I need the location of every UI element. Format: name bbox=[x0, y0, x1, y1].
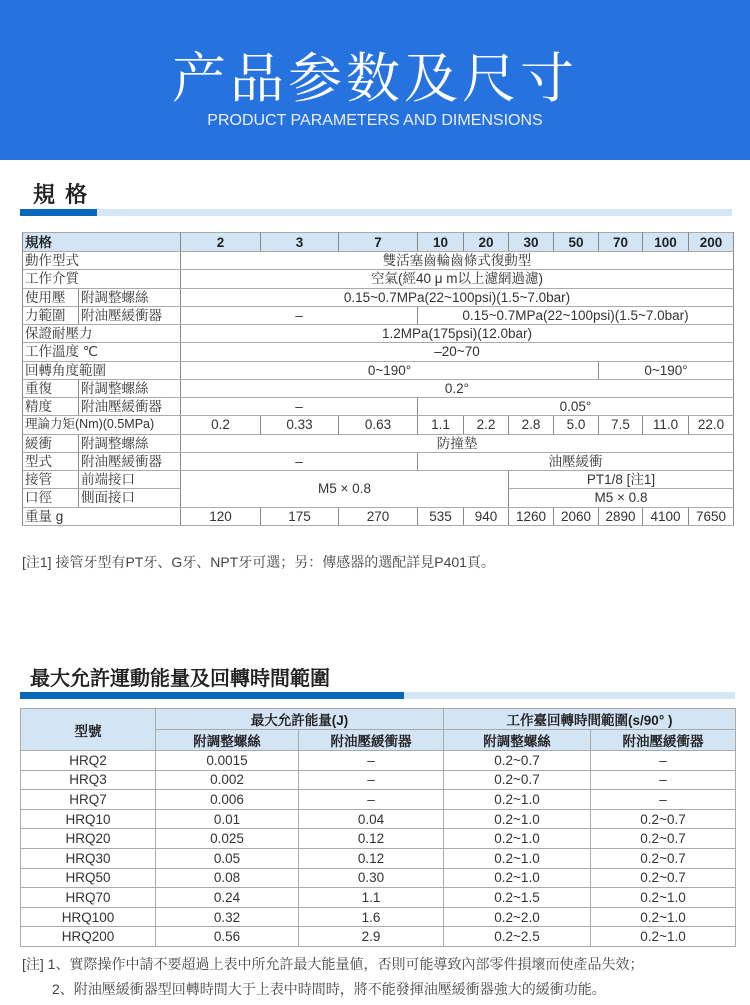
cell: 0.2~1.0 bbox=[444, 809, 591, 829]
table-row bbox=[21, 770, 736, 790]
cell: HRQ10 bbox=[21, 809, 156, 829]
row-label: 使用壓 bbox=[23, 288, 79, 306]
cell: – bbox=[181, 398, 418, 416]
cell: 0.2~1.0 bbox=[444, 790, 591, 810]
cell: 0~190° bbox=[599, 361, 734, 379]
row-label: 理論力矩(Nm)(0.5MPa) bbox=[23, 416, 181, 434]
cell: 0.32 bbox=[156, 907, 299, 927]
cell: 防撞墊 bbox=[181, 434, 734, 452]
cell: 0.12 bbox=[299, 848, 444, 868]
cell: 940 bbox=[464, 507, 509, 525]
cell: 2.2 bbox=[464, 416, 509, 434]
cell: 1.6 bbox=[299, 907, 444, 927]
row-sublabel: 附調整螺絲 bbox=[79, 379, 181, 397]
table-row bbox=[23, 452, 734, 470]
header-cell: 附油壓緩衝器 bbox=[591, 730, 736, 751]
cell: 0.05° bbox=[418, 398, 734, 416]
cell: 11.0 bbox=[643, 416, 689, 434]
table-row bbox=[23, 507, 734, 525]
cell: 2890 bbox=[599, 507, 643, 525]
cell: 270 bbox=[339, 507, 418, 525]
cell: 2.8 bbox=[509, 416, 554, 434]
cell: 0.12 bbox=[299, 829, 444, 849]
table-row bbox=[23, 379, 734, 397]
row-label: 工作溫度 ℃ bbox=[23, 343, 181, 361]
cell: HRQ70 bbox=[21, 888, 156, 908]
table-row bbox=[23, 361, 734, 379]
table-row bbox=[23, 343, 734, 361]
cell: 0.2 bbox=[181, 416, 261, 434]
cell: 0.2~1.0 bbox=[444, 868, 591, 888]
row-label: 工作介質 bbox=[23, 270, 181, 288]
cell: 0.15~0.7MPa(22~100psi)(1.5~7.0bar) bbox=[181, 288, 734, 306]
cell: 0.15~0.7MPa(22~100psi)(1.5~7.0bar) bbox=[418, 306, 734, 324]
cell: – bbox=[591, 770, 736, 790]
cell: 0.002 bbox=[156, 770, 299, 790]
cell: 0~190° bbox=[181, 361, 599, 379]
row-sublabel: 附油壓緩衝器 bbox=[79, 306, 181, 324]
table-row bbox=[23, 471, 734, 489]
cell: 0.2~0.7 bbox=[591, 829, 736, 849]
table-row bbox=[21, 907, 736, 927]
cell: – bbox=[299, 790, 444, 810]
cell: 0.2~0.7 bbox=[444, 770, 591, 790]
cell: PT1/8 [注1] bbox=[509, 471, 734, 489]
header-cell: 30 bbox=[509, 233, 554, 252]
cell: HRQ200 bbox=[21, 927, 156, 947]
cell: HRQ7 bbox=[21, 790, 156, 810]
cell: 535 bbox=[418, 507, 464, 525]
table-header-row bbox=[23, 233, 734, 252]
table-row bbox=[23, 398, 734, 416]
header-cell: 100 bbox=[643, 233, 689, 252]
header-cell: 型號 bbox=[21, 709, 156, 751]
cell: HRQ20 bbox=[21, 829, 156, 849]
cell: HRQ3 bbox=[21, 770, 156, 790]
cell: 0.05 bbox=[156, 848, 299, 868]
cell: – bbox=[181, 452, 418, 470]
energy-footnote-1: [注] 1、實際操作中請不要超過上表中所允許最大能量値，否則可能導致內部零件損壞而使產品失效； bbox=[22, 956, 644, 972]
cell: 1.1 bbox=[418, 416, 464, 434]
cell: 0.2~1.0 bbox=[591, 907, 736, 927]
cell: HRQ30 bbox=[21, 848, 156, 868]
table-row bbox=[21, 868, 736, 888]
cell: – bbox=[591, 751, 736, 771]
table-row bbox=[21, 888, 736, 908]
row-sublabel: 側面接口 bbox=[79, 489, 181, 507]
cell: M5 × 0.8 bbox=[181, 471, 509, 508]
cell: 雙活塞齒輪齒條式復動型 bbox=[181, 252, 734, 270]
cell: HRQ50 bbox=[21, 868, 156, 888]
header-cell: 20 bbox=[464, 233, 509, 252]
spec-section-divider bbox=[20, 209, 732, 216]
row-label: 緩衝 bbox=[23, 434, 79, 452]
cell: 0.2~1.0 bbox=[444, 848, 591, 868]
row-sublabel: 附調整螺絲 bbox=[79, 434, 181, 452]
page-subtitle: PRODUCT PARAMETERS AND DIMENSIONS bbox=[207, 112, 543, 129]
cell: 1.2MPa(175psi)(12.0bar) bbox=[181, 325, 734, 343]
energy-section-title: 最大允許運動能量及回轉時間範圍 bbox=[30, 668, 330, 690]
cell: 0.56 bbox=[156, 927, 299, 947]
cell: 0.2~2.5 bbox=[444, 927, 591, 947]
row-label: 重復 bbox=[23, 379, 79, 397]
table-row bbox=[21, 809, 736, 829]
table-row bbox=[23, 325, 734, 343]
header-cell: 3 bbox=[261, 233, 339, 252]
header-cell: 10 bbox=[418, 233, 464, 252]
header-cell: 最大允許能量(J) bbox=[156, 709, 444, 730]
cell: 0.2~0.7 bbox=[591, 848, 736, 868]
row-label: 口徑 bbox=[23, 489, 79, 507]
cell: 0.2~0.7 bbox=[591, 868, 736, 888]
table-row bbox=[23, 270, 734, 288]
cell: 0.2~1.0 bbox=[444, 829, 591, 849]
spec-section-title: 規 格 bbox=[33, 182, 90, 207]
cell: 0.01 bbox=[156, 809, 299, 829]
header-cell: 200 bbox=[689, 233, 734, 252]
header-cell: 附調整螺絲 bbox=[156, 730, 299, 751]
cell: 2.9 bbox=[299, 927, 444, 947]
table-row bbox=[21, 751, 736, 771]
cell: – bbox=[591, 790, 736, 810]
spec-footnote: [注1] 接管牙型有PT牙、G牙、NPT牙可選；另：傳感器的選配詳見P401頁。 bbox=[22, 554, 495, 570]
row-sublabel: 前端接口 bbox=[79, 471, 181, 489]
table-row bbox=[21, 848, 736, 868]
cell: 0.08 bbox=[156, 868, 299, 888]
cell: 0.2~2.0 bbox=[444, 907, 591, 927]
cell: 120 bbox=[181, 507, 261, 525]
row-label: 回轉角度範圍 bbox=[23, 361, 181, 379]
cell: 22.0 bbox=[689, 416, 734, 434]
cell: 0.2~0.7 bbox=[444, 751, 591, 771]
cell: 0.2~1.5 bbox=[444, 888, 591, 908]
table-row bbox=[23, 288, 734, 306]
cell: – bbox=[299, 751, 444, 771]
cell: 空氣(經40 μ m以上濾網過濾) bbox=[181, 270, 734, 288]
table-header-row bbox=[21, 709, 736, 730]
table-row bbox=[23, 252, 734, 270]
cell: –20~70 bbox=[181, 343, 734, 361]
row-sublabel: 附油壓緩衝器 bbox=[79, 398, 181, 416]
cell: 1260 bbox=[509, 507, 554, 525]
table-row bbox=[21, 790, 736, 810]
cell: 0.30 bbox=[299, 868, 444, 888]
cell: 175 bbox=[261, 507, 339, 525]
header-cell: 附調整螺絲 bbox=[444, 730, 591, 751]
header-cell: 規格 bbox=[23, 233, 181, 252]
cell: 0.04 bbox=[299, 809, 444, 829]
header-cell: 2 bbox=[181, 233, 261, 252]
energy-footnote-2: 2、附油壓緩衝器型回轉時間大于上表中時間時，將不能發揮油壓緩衝器強大的緩衝功能。 bbox=[52, 981, 606, 997]
header-cell: 70 bbox=[599, 233, 643, 252]
cell: 0.2~1.0 bbox=[591, 927, 736, 947]
table-row bbox=[23, 416, 734, 434]
header-banner bbox=[0, 0, 750, 160]
cell: 4100 bbox=[643, 507, 689, 525]
cell: 0.33 bbox=[261, 416, 339, 434]
header-cell: 工作臺回轉時間範圍(s/90° ) bbox=[444, 709, 736, 730]
row-label: 接管 bbox=[23, 471, 79, 489]
cell: 0.2° bbox=[181, 379, 734, 397]
table-row bbox=[23, 434, 734, 452]
header-cell: 50 bbox=[554, 233, 599, 252]
cell: – bbox=[181, 306, 418, 324]
row-sublabel: 附油壓緩衝器 bbox=[79, 452, 181, 470]
cell: 0.025 bbox=[156, 829, 299, 849]
cell: M5 × 0.8 bbox=[509, 489, 734, 507]
table-row bbox=[23, 306, 734, 324]
cell: 0.0015 bbox=[156, 751, 299, 771]
row-label: 精度 bbox=[23, 398, 79, 416]
row-label: 型式 bbox=[23, 452, 79, 470]
table-row bbox=[21, 927, 736, 947]
cell: – bbox=[299, 770, 444, 790]
row-label: 保證耐壓力 bbox=[23, 325, 181, 343]
cell: 0.24 bbox=[156, 888, 299, 908]
header-cell: 附油壓緩衝器 bbox=[299, 730, 444, 751]
spec-table bbox=[22, 232, 734, 526]
cell: 油壓緩衝 bbox=[418, 452, 734, 470]
energy-section-divider bbox=[20, 692, 735, 699]
energy-table bbox=[20, 708, 736, 947]
cell: 0.63 bbox=[339, 416, 418, 434]
row-label: 動作型式 bbox=[23, 252, 181, 270]
cell: 1.1 bbox=[299, 888, 444, 908]
cell: 2060 bbox=[554, 507, 599, 525]
cell: HRQ100 bbox=[21, 907, 156, 927]
cell: 7.5 bbox=[599, 416, 643, 434]
cell: 5.0 bbox=[554, 416, 599, 434]
cell: HRQ2 bbox=[21, 751, 156, 771]
row-label: 重量 g bbox=[23, 507, 181, 525]
cell: 0.2~1.0 bbox=[591, 888, 736, 908]
cell: 7650 bbox=[689, 507, 734, 525]
page-title: 产品参数及尺寸 bbox=[172, 49, 578, 109]
header-cell: 7 bbox=[339, 233, 418, 252]
cell: 0.006 bbox=[156, 790, 299, 810]
row-sublabel: 附調整螺絲 bbox=[79, 288, 181, 306]
table-row bbox=[21, 829, 736, 849]
cell: 0.2~0.7 bbox=[591, 809, 736, 829]
row-label: 力範圍 bbox=[23, 306, 79, 324]
